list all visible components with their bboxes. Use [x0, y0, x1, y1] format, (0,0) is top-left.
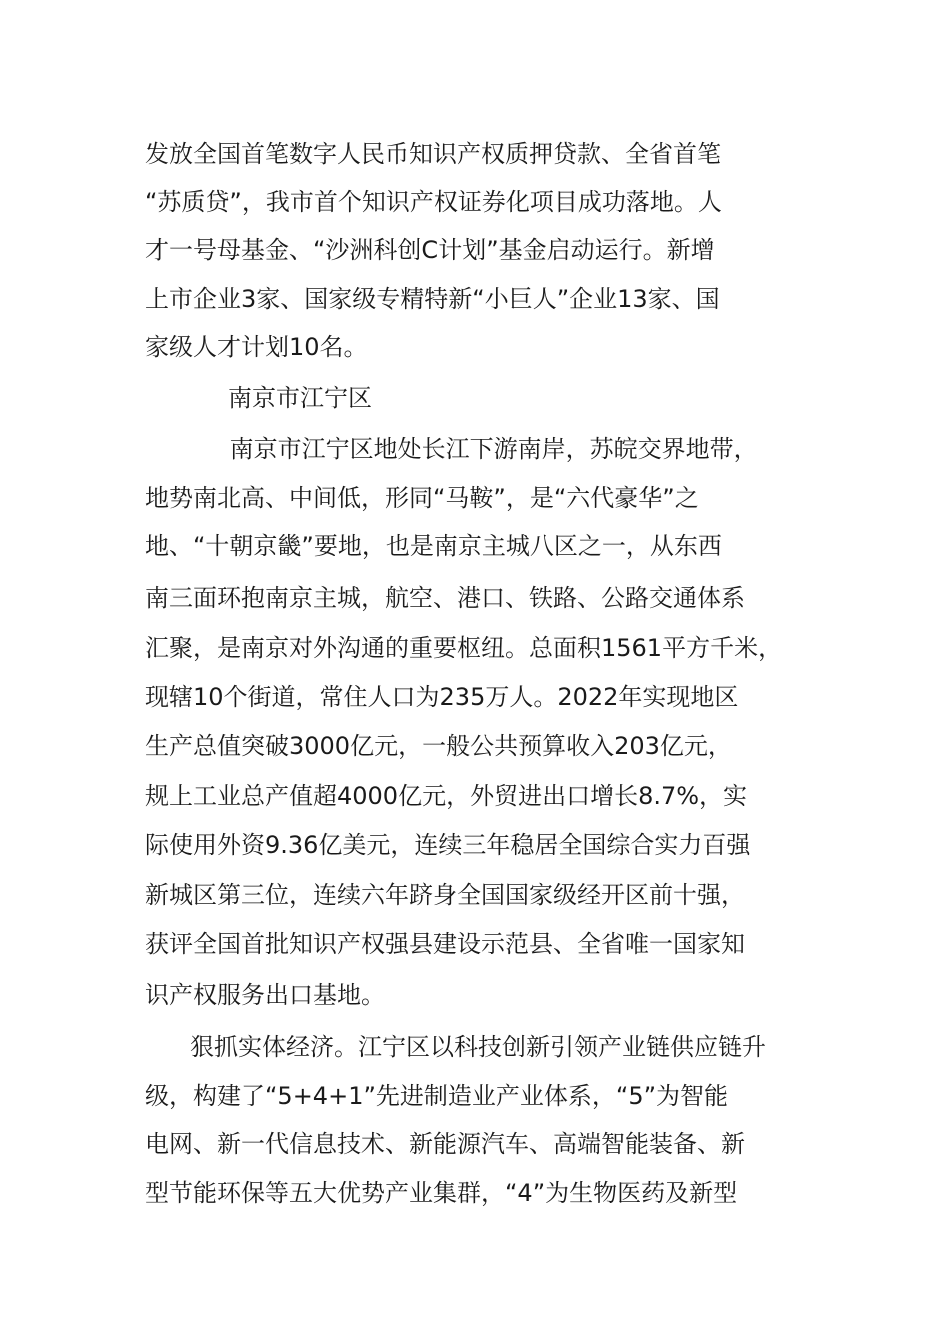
text-line: 型节能环保等五大优势产业集群，“4”为生物医药及新型	[145, 1179, 738, 1207]
text-line: 生产总值突破3000亿元，一般公共预算收入203亿元，	[145, 732, 732, 760]
text-line: 发放全国首笔数字人民币知识产权质押贷款、全省首笔	[145, 140, 721, 168]
text-line: 际使用外资9.36亿美元，连续三年稳居全国综合实力百强	[145, 831, 751, 859]
text-line: 汇聚，是南京对外沟通的重要枢纽。总面积1561平方千米，	[145, 634, 783, 662]
text-line: 南京市江宁区地处长江下游南岸，苏皖交界地带，	[222, 435, 758, 463]
text-line: 级，构建了“5+4+1”先进制造业产业体系，“5”为智能	[145, 1082, 729, 1110]
text-line: 新城区第三位，连续六年跻身全国国家级经开区前十强，	[145, 881, 745, 909]
text-line: “苏质贷”，我市首个知识产权证券化项目成功落地。人	[145, 188, 722, 216]
text-line: 地势南北高、中间低，形同“马鞍”，是“六代豪华”之	[145, 484, 699, 512]
text-line: 现辖10个街道，常住人口为235万人。2022年实现地区	[145, 683, 739, 711]
text-line: 识产权服务出口基地。	[145, 981, 385, 1009]
text-line: 才一号母基金、“沙洲科创C计划”基金启动运行。新增	[145, 236, 715, 264]
text-line: 狠抓实体经济。江宁区以科技创新引领产业链供应链升	[190, 1033, 766, 1061]
text-line: 地、“十朝京畿”要地，也是南京主城八区之一，从东西	[145, 532, 722, 560]
text-line: 获评全国首批知识产权强县建设示范县、全省唯一国家知	[145, 930, 745, 958]
section-heading: 南京市江宁区	[228, 384, 372, 412]
text-line: 规上工业总产值超4000亿元，外贸进出口增长8.7%，实	[145, 782, 748, 810]
text-line: 电网、新一代信息技术、新能源汽车、高端智能装备、新	[145, 1130, 745, 1158]
text-line: 家级人才计划10名。	[145, 333, 368, 361]
text-line: 南三面环抱南京主城，航空、港口、铁路、公路交通体系	[145, 584, 745, 612]
text-line: 上市企业3家、国家级专精特新“小巨人”企业13家、国	[145, 285, 720, 313]
